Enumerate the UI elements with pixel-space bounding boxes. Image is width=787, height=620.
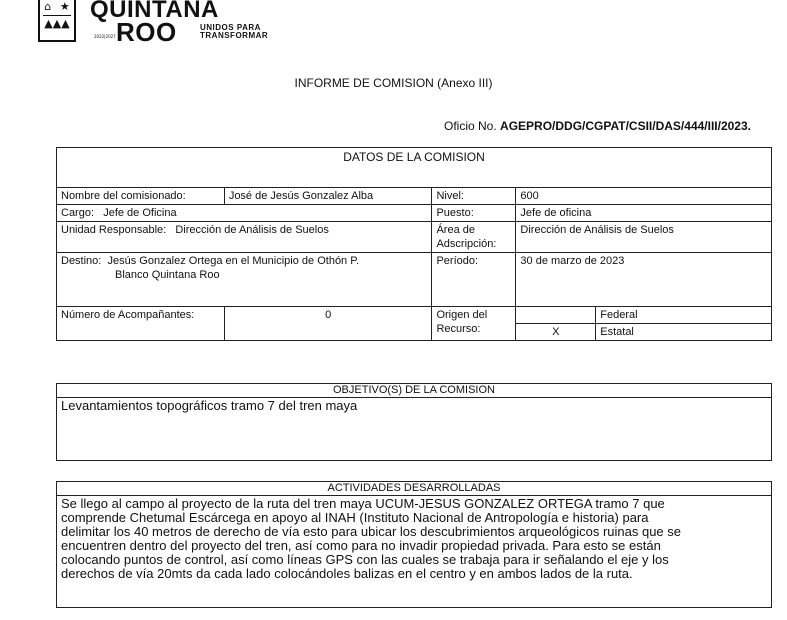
actividades-header: ACTIVIDADES DESARROLLADAS <box>57 482 771 496</box>
origen-label: Origen del Recurso: <box>432 307 516 341</box>
datos-header: DATOS DE LA COMISION <box>57 148 772 188</box>
cargo-label: Cargo: <box>61 207 95 219</box>
puesto-value: Jefe de oficina <box>516 205 772 222</box>
actividades-line: derechos de vía 20mts da cada lado colocándoles balizas en el centro y en ambos lados de la ruta. <box>61 566 633 581</box>
logo-wordmark: QUINTANA ROO <box>90 0 219 47</box>
federal-mark <box>516 307 596 324</box>
cargo-cell <box>57 205 432 222</box>
objetivo-box <box>56 383 772 461</box>
destino-cell <box>57 253 432 307</box>
nivel-value: 600 <box>516 188 772 205</box>
federal-label: Federal <box>596 307 772 324</box>
cargo-value: Jefe de Oficina <box>103 207 177 219</box>
estatal-label: Estatal <box>596 324 772 341</box>
document-title: INFORME DE COMISION (Anexo III) <box>294 76 493 90</box>
actividades-line: comprende Chetumal Escárcega en apoyo al INAH (Instituto Nacional de Antropología e historia) para <box>61 510 649 525</box>
estatal-mark: X <box>516 324 596 341</box>
actividades-line: delimitar los 40 metros de derecho de vía esto para ubicar los descubrimientos arqueológicos ruinas que se <box>61 524 682 539</box>
oficio-number <box>444 119 751 133</box>
row-nombre <box>57 188 772 205</box>
oficio-label: Oficio No. <box>444 119 497 133</box>
coat-of-arms-icon: ⌂ ★ ▲▲▲ <box>38 0 76 42</box>
objetivo-text: Levantamientos topográficos tramo 7 del tren maya <box>61 398 358 413</box>
area-label: Área de Adscripción: <box>432 222 516 253</box>
unidad-value: Dirección de Análisis de Suelos <box>175 224 329 236</box>
actividades-line: Se llego al campo al proyecto de la ruta del tren maya UCUM-JESUS GONZALEZ ORTEGA tramo 7 que <box>61 496 665 511</box>
puesto-label: Puesto: <box>432 205 516 222</box>
nombre-value: José de Jesús Gonzalez Alba <box>224 188 432 205</box>
row-cargo <box>57 205 772 222</box>
logo-period: 2022|2027 <box>94 34 116 39</box>
destino-label: Destino: <box>61 255 102 267</box>
unidad-label: Unidad Responsable: <box>61 224 167 236</box>
periodo-label: Período: <box>432 253 516 307</box>
nivel-label: Nivel: <box>432 188 516 205</box>
periodo-value: 30 de marzo de 2023 <box>516 253 772 307</box>
logo-slogan: UNIDOS PARA TRANSFORMAR <box>200 23 269 40</box>
row-unidad <box>57 222 772 253</box>
destino-value-1: Jesús Gonzalez Ortega en el Municipio de Othón P. <box>107 255 360 267</box>
acompanantes-label: Número de Acompañantes: <box>57 307 225 341</box>
datos-comision-table <box>56 147 772 341</box>
actividades-line: encuentren dentro del proyecto del tren, así como para no invadir propiedad privada. Para esto se están <box>61 538 661 553</box>
actividades-box <box>56 481 772 608</box>
destino-value-2: Blanco Quintana Roo <box>115 269 220 281</box>
nombre-label: Nombre del comisionado: <box>57 188 225 205</box>
state-logo <box>38 0 268 46</box>
row-origen-1 <box>57 307 772 324</box>
row-destino <box>57 253 772 307</box>
area-value: Dirección de Análisis de Suelos <box>516 222 772 253</box>
actividades-text <box>57 496 771 582</box>
actividades-line: colocando puntos de control, así como líneas GPS con las cuales se trabaja para ir señalando el eje y los <box>61 552 669 567</box>
objetivo-header: OBJETIVO(S) DE LA COMISION <box>57 384 771 398</box>
oficio-value: AGEPRO/DDG/CGPAT/CSII/DAS/444/III/2023. <box>500 119 751 133</box>
unidad-cell <box>57 222 432 253</box>
acompanantes-value: 0 <box>224 307 432 341</box>
